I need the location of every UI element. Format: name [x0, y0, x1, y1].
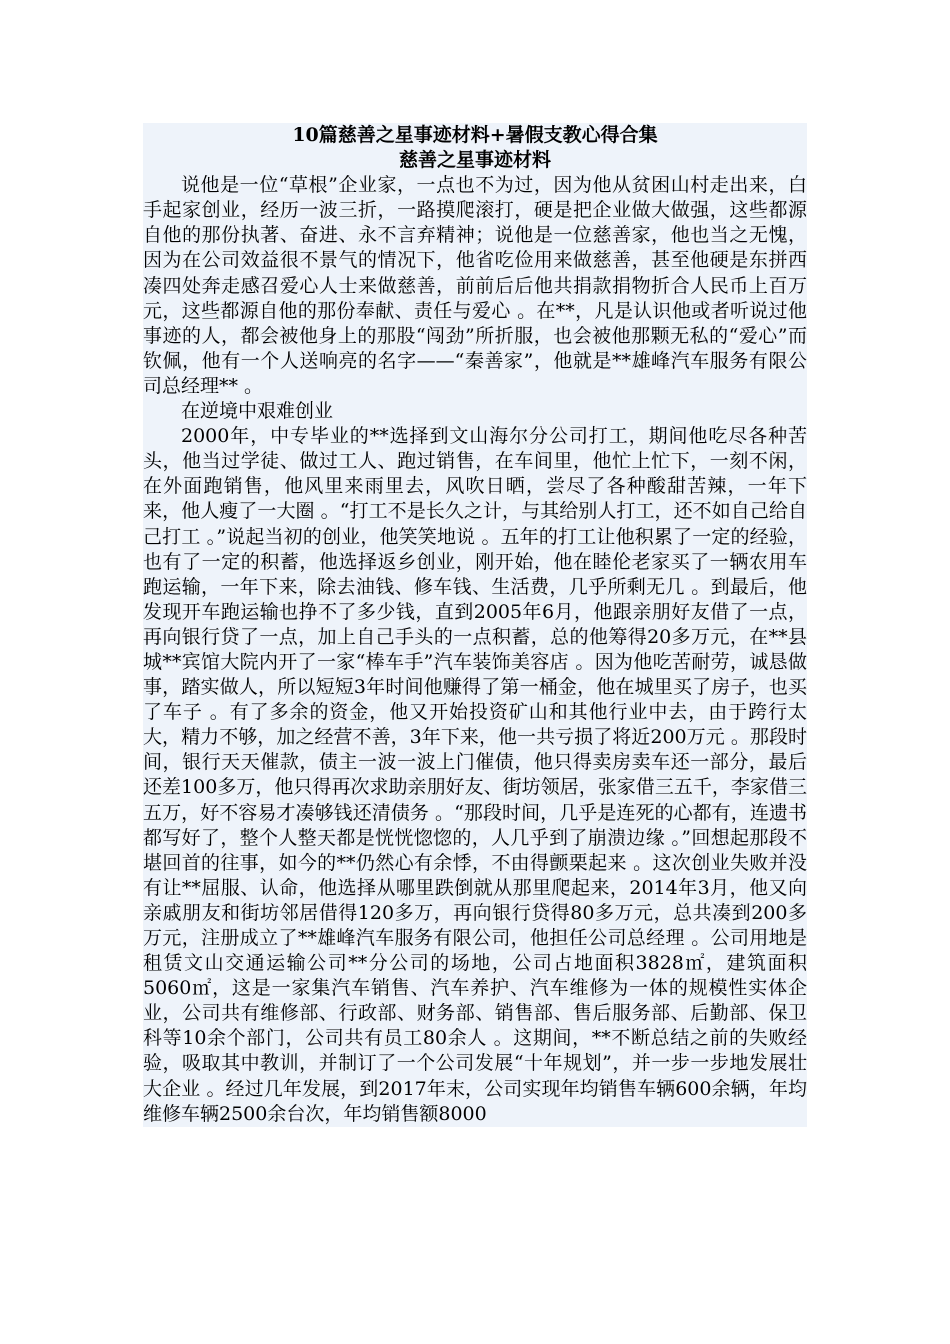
- intro-paragraph: 说他是一位“草根”企业家，一点也不为过，因为他从贫困山村走出来，白手起家创业，经历一波三折，一路摸爬滚打，硬是把企业做大做强，这些都源自他的那份执著、奋进、永不言弃精神；说他是一位慈善家，他也当之无愧，因为在公司效益很不景气的情况下，他省吃俭用来做慈善，甚至他硬是东拼西凑四处奔走感召爱心人士来做慈善，前前后后他共捐款捐物折合人民币上百万元，这些都源自他的那份奉献、责任与爱心 。在**，凡是认识他或者听说过他事迹的人，都会被他身上的那股“闯劲”所折服，也会被他那颗无私的“爱心”而钦佩，他有一个人送响亮的名字——“秦善家”，他就是**雄峰汽车服务有限公司总经理** 。: [143, 174, 807, 397]
- document-body: [143, 123, 807, 1127]
- document-subtitle: 慈善之星事迹材料: [398, 149, 551, 172]
- section-heading: 在逆境中艰难创业: [181, 400, 334, 423]
- body-paragraph: 2000年，中专毕业的**选择到文山海尔分公司打工，期间他吃尽各种苦头，他当过学徒、做过工人、跑过销售，在车间里，他忙上忙下，一刻不闲，在外面跑销售，他风里来雨里去，风吹日晒，尝尽了各种酸甜苦辣，一年下来，他人瘦了一大圈 。“打工不是长久之计，与其给别人打工，还不如自己给自己打工 。”说起当初的创业，他笑笑地说 。五年的打工让他积累了一定的经验，也有了一定的积蓄，他选择返乡创业，刚开始，他在睦伦老家买了一辆农用车跑运输，一年下来，除去油钱、修车钱、生活费，几乎所剩无几 。到最后，他发现开车跑运输也挣不了多少钱，直到2005年6月，他跟亲朋好友借了一点，再向银行贷了一点，加上自己手头的一点积蓄，总的他筹得20多万元，在**县城**宾馆大院内开了一家“棒车手”汽车装饰美容店 。因为他吃苦耐劳，诚恳做事，踏实做人，所以短短3年时间他赚得了第一桶金，他在城里买了房子，也买了车子 。有了多余的资金，他又开始投资矿山和其他行业中去，由于跨行太大，精力不够，加之经营不善，3年下来，他一共亏损了将近200万元 。那段时间，银行天天催款，债主一波一波上门催债，他只得卖房卖车还一部分，最后还差100多万，他只得再次求助亲朋好友、街坊领居，张家借三五千，李家借三五万，好不容易才凑够钱还清债务 。“那段时间，几乎是连死的心都有，连遗书都写好了，整个人整天都是恍恍惚惚的，人几乎到了崩溃边缘 。”回想起那段不堪回首的往事，如今的**仍然心有余悸，不由得颤栗起来 。这次创业失败并没有让**屈服、认命，他选择从哪里跌倒就从那里爬起来，2014年3月，他又向亲戚朋友和街坊邻居借得120多万，再向银行贷得80多万元，总共凑到200多万元，注册成立了**雄峰汽车服务有限公司，他担任公司总经理 。公司用地是租赁文山交通运输公司**分公司的场地，公司占地面积3828㎡，建筑面积5060㎡，这是一家集汽车销售、汽车养护、汽车维修为一体的规模性实体企业，公司共有维修部、行政部、财务部、销售部、售后服务部、后勤部、保卫科等10余个部门，公司共有员工80余人 。这期间，**不断总结之前的失败经验，吸取其中教训，并制订了一个公司发展“十年规划”，并一步一步地发展壮大企业 。经过几年发展，到2017年末，公司实现年均销售车辆600余辆，年均维修车辆2500余台次，年均销售额8000: [143, 425, 807, 1125]
- document-title: 10篇慈善之星事迹材料+暑假支教心得合集: [292, 124, 658, 146]
